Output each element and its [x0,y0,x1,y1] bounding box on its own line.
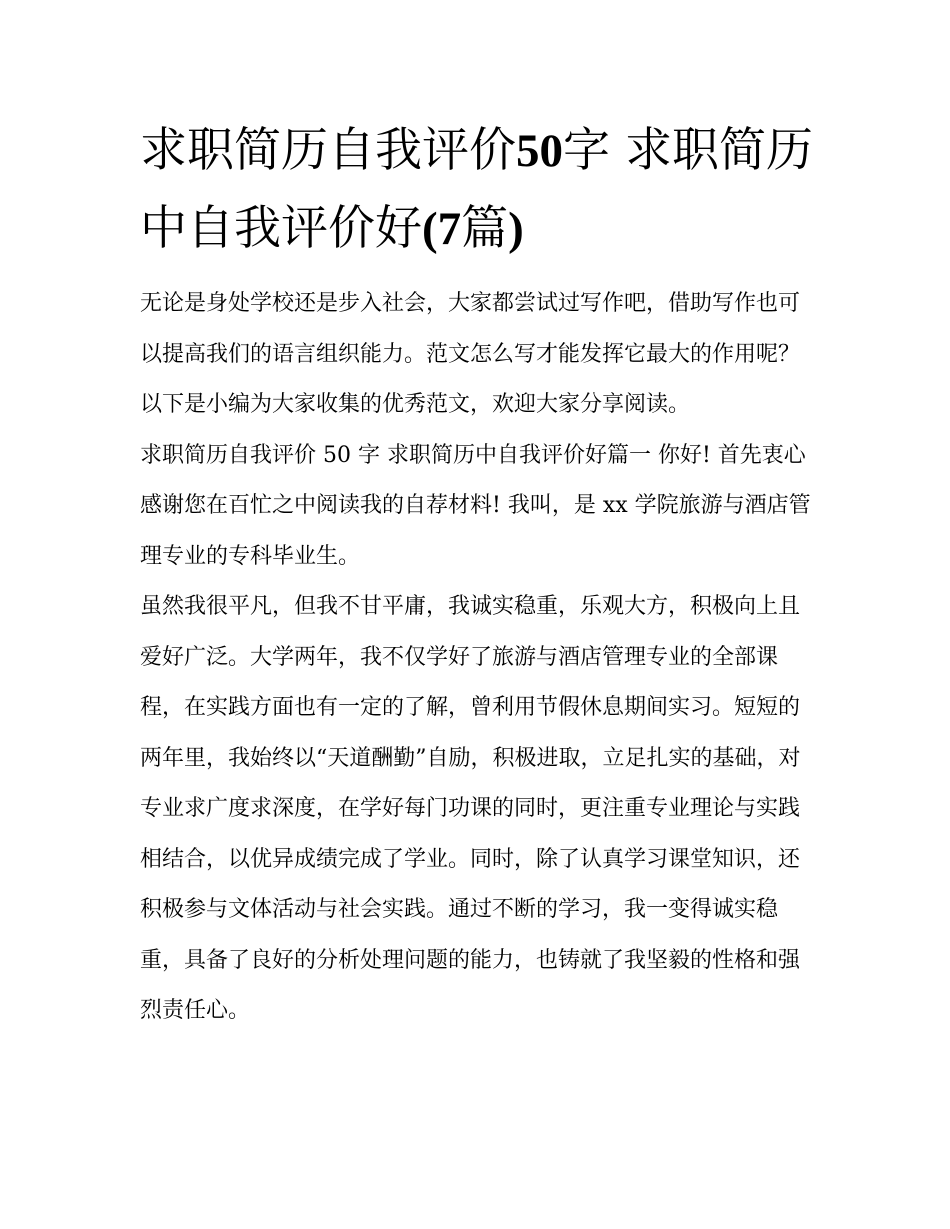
document-title [140,112,820,268]
title-number-2: (7 [422,203,462,255]
title-text-1: 求职简历自我评价 [140,123,516,178]
document-body [140,279,815,1037]
title-text-2: 字 求职简历中自我评价好 [140,123,813,256]
paragraph-greeting: 求职简历自我评价 50 字 求职简历中自我评价好篇一 你好! 首先衷心感谢您在百忙之中阅读我的自荐材料! 我叫，是 xx 学院旅游与酒店管理专业的专科毕业生。 [140,442,811,569]
title-number-3: ) [508,203,524,255]
paragraph-intro: 无论是身处学校还是步入社会，大家都尝试过写作吧，借助写作也可以提高我们的语言组织能力。范文怎么写才能发挥它最大的作用呢？以下是小编为大家收集的优秀范文，欢迎大家分享阅读。 [140,291,801,417]
paragraph-self-evaluation: 虽然我很平凡，但我不甘平庸，我诚实稳重，乐观大方，积极向上且爱好广泛。大学两年，我不仅学好了旅游与酒店管理专业的全部课程，在实践方面也有一定的了解，曾利用节假休息期间实习。短短的两年里，我始终以“天道酬勤”自励，积极进取，立足扎实的基础，对专业求广度求深度，在学好每门功课的同时，更注重专业理论与实践相结合，以优异成绩完成了学业。同时，除了认真学习课堂知识，还积极参与文体活动与社会实践。通过不断的学习，我一变得诚实稳重，具备了良好的分析处理问题的能力，也铸就了我坚毅的性格和强烈责任心。 [140,594,801,1023]
title-number-1: 50 [516,125,563,177]
title-text-3: 篇 [461,201,509,256]
